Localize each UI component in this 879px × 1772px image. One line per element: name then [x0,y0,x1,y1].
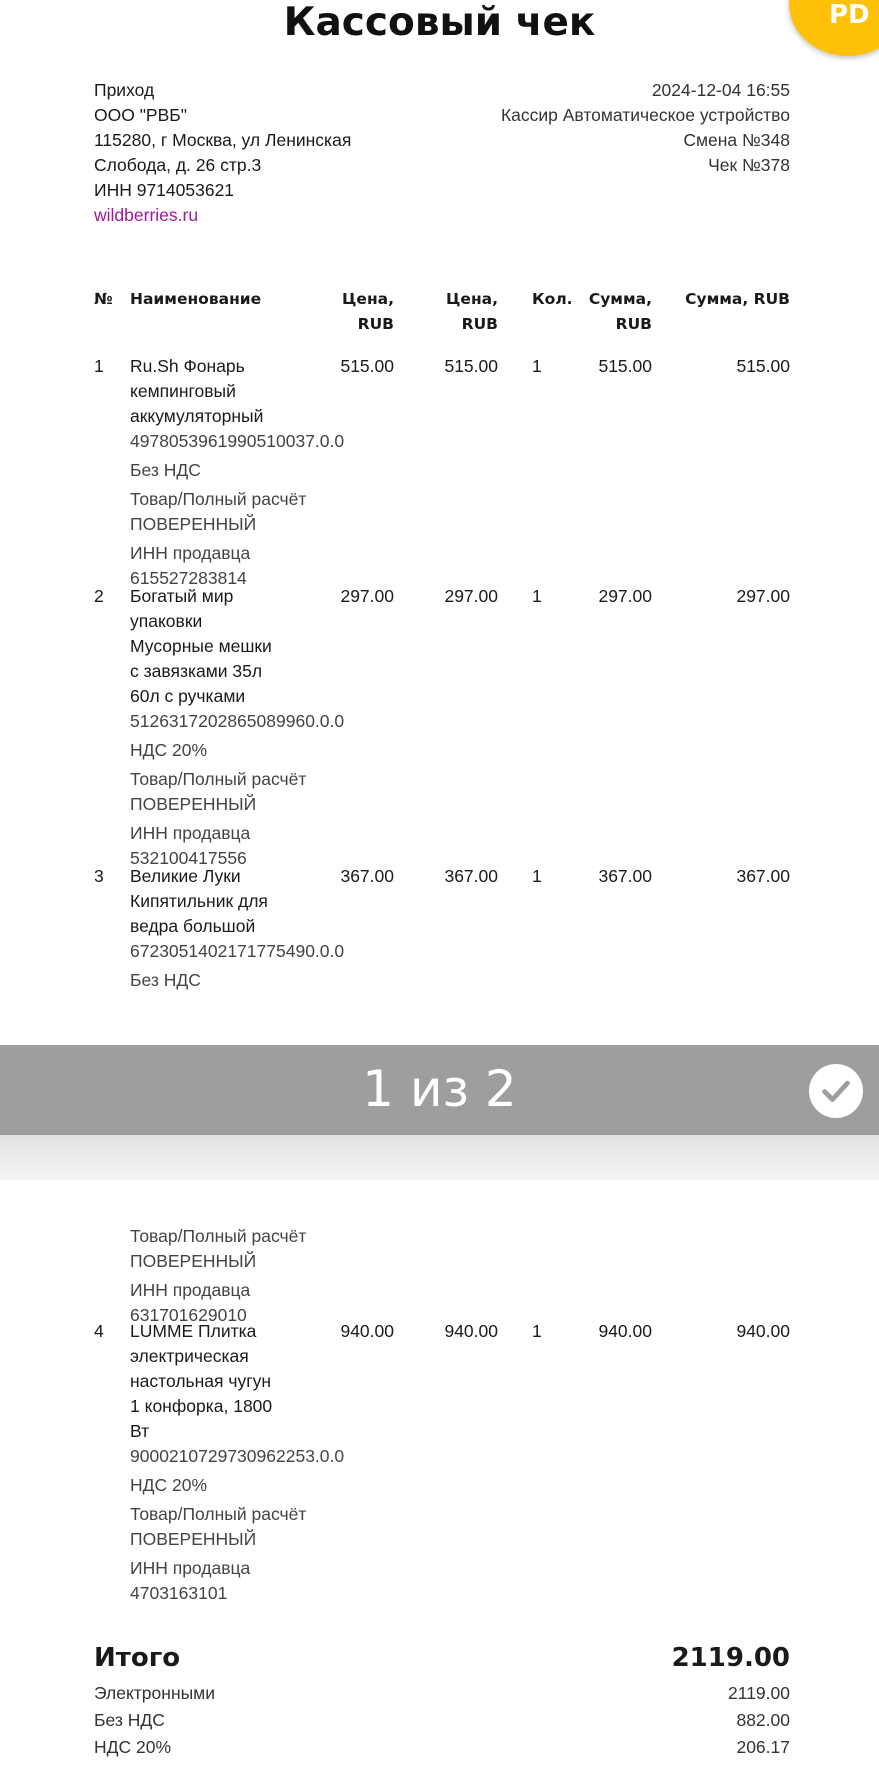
item-vat: НДС 20% [130,740,208,760]
total-label: Итого [94,1643,181,1673]
company-name: ООО "РВБ" [94,105,187,125]
item-name: Великие Луки Кипятильник для ведра большой 6723051402171775490.0.0 Без НДС [130,864,330,993]
website-link[interactable]: wildberries.ru [94,205,199,225]
item-price: 515.00 [340,356,394,376]
item-vat: Без НДС [130,970,201,990]
item-price-2: 367.00 [444,866,498,886]
item-sum: 940.00 [598,1321,652,1341]
receipt-meta [501,78,790,178]
item-continued: Товар/Полный расчёт ПОВЕРЕННЫЙ ИНН продавца 631701629010 [130,1224,330,1328]
item-name: Ru.Sh Фонарь кемпинговый аккумуляторный 4978053961990510037.0.0 Без НДС Товар/Полный расчёт ПОВЕРЕННЫЙ ИНН продавца 615527283814 [130,354,330,591]
shift-number: Смена №348 [683,130,790,150]
item-seller-inn: ИНН продавца 532100417556 [130,823,251,868]
receipt-page-2 [0,1180,879,1772]
item-code: 5126317202865089960.0.0 [130,711,345,731]
company-inn: ИНН 9714053621 [94,180,235,200]
col-sum-2: Сумма, RUB [685,290,790,308]
item-price-2: 297.00 [444,586,498,606]
item-payment: Товар/Полный расчёт [130,769,307,789]
item-sum: 367.00 [598,866,652,886]
item-sum: 515.00 [598,356,652,376]
cashier: Кассир Автоматическое устройство [500,105,790,125]
no-vat-value: 882.00 [736,1710,790,1730]
item-payment: Товар/Полный расчёт [130,1504,307,1524]
item-vat: НДС 20% [130,1475,208,1495]
item-price-2: 515.00 [444,356,498,376]
col-sum-1: Сумма, RUB [588,290,652,333]
item-name: Богатый мир упаковки Мусорные мешки с завязками 35л 60л с ручками 5126317202865089960.0.0 НДС 20% Товар/Полный расчёт ПОВЕРЕННЫЙ ИНН продавца 532100417556 [130,584,330,871]
item-sum-2: 515.00 [736,356,790,376]
item-qty: 1 [532,586,542,606]
item-sum-2: 940.00 [736,1321,790,1341]
page-indicator-bar [0,1045,879,1135]
receipt-title: Кассовый чек [283,0,596,45]
col-qty: Кол. [532,290,573,308]
item-price: 367.00 [340,866,394,886]
payment-electronic-value: 2119.00 [728,1683,790,1703]
item-vat: Без НДС [130,460,201,480]
pdf-download-button[interactable] [789,0,879,56]
vat-20-value: 206.17 [736,1737,790,1757]
col-name: Наименование [130,290,262,308]
col-number: № [94,290,113,308]
payment-electronic-label: Электронными [94,1683,215,1703]
row-number: 4 [94,1321,104,1341]
item-qty: 1 [532,866,542,886]
item-qty: 1 [532,1321,542,1341]
item-price-2: 940.00 [444,1321,498,1341]
item-code: 9000210729730962253.0.0 [130,1446,345,1466]
item-name: LUMME Плитка электрическая настольная чугун 1 конфорка, 1800 Вт 9000210729730962253.0.0 НДС 20% Товар/Полный расчёт ПОВЕРЕННЫЙ ИНН продавца 4703163101 [130,1319,330,1606]
operation-type: Приход [94,80,155,100]
item-sum: 297.00 [598,586,652,606]
confirm-button[interactable] [809,1064,863,1118]
item-price: 940.00 [340,1321,394,1341]
col-price-2: Цена, RUB [446,290,498,333]
total-value: 2119.00 [671,1643,790,1673]
item-seller-inn: ИНН продавца 4703163101 [130,1558,251,1603]
page-separator [0,1135,879,1180]
no-vat-label: Без НДС [94,1710,165,1730]
address-line-1: 115280, г Москва, ул Ленинская [94,130,352,150]
row-number: 1 [94,356,104,376]
vat-20-label: НДС 20% [94,1737,172,1757]
seller-info [94,78,351,228]
item-payment: Товар/Полный расчёт [130,1226,307,1246]
item-code: 4978053961990510037.0.0 [130,431,345,451]
item-seller-inn: ИНН продавца 615527283814 [130,543,251,588]
pdf-label: PD [829,0,870,30]
check-number: Чек №378 [708,155,790,175]
col-price-1: Цена, RUB [342,290,394,333]
item-code: 6723051402171775490.0.0 [130,941,345,961]
row-number: 2 [94,586,104,606]
item-qty: 1 [532,356,542,376]
item-price: 297.00 [340,586,394,606]
address-line-2: Слобода, д. 26 стр.3 [94,155,262,175]
item-payment: Товар/Полный расчёт [130,489,307,509]
checkmark-icon [819,1074,853,1108]
item-sum-2: 297.00 [736,586,790,606]
item-sum-2: 367.00 [736,866,790,886]
page-indicator: 1 из 2 [362,1060,517,1118]
receipt-datetime: 2024-12-04 16:55 [651,80,790,100]
row-number: 3 [94,866,104,886]
item-seller-inn: ИНН продавца 631701629010 [130,1280,251,1325]
